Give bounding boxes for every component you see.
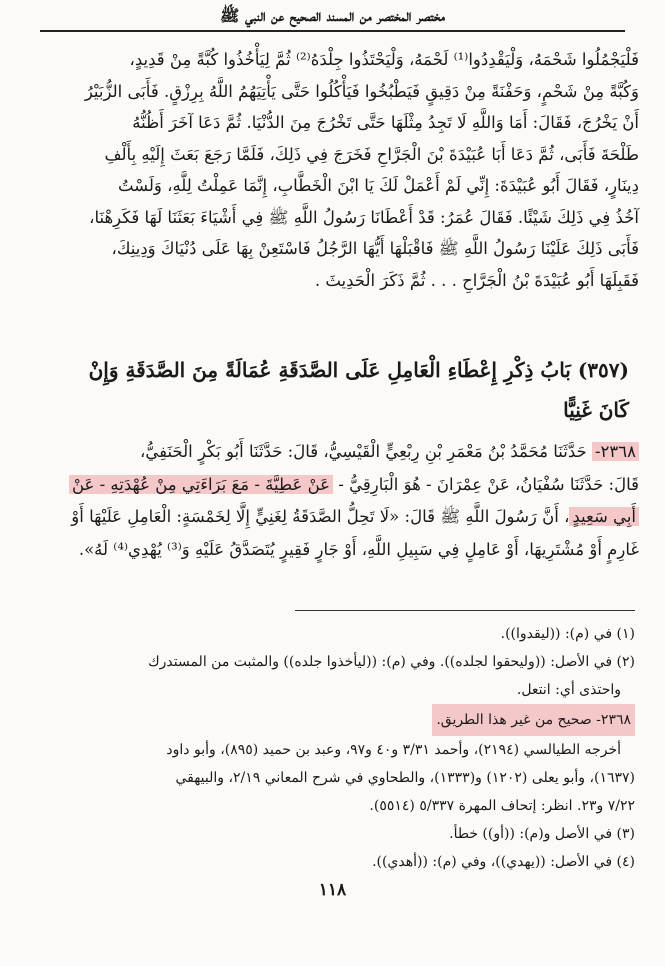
hadith-number: ٢٣٦٨- — [592, 442, 639, 461]
hadith-line-text: قَالَ: حَدَّثَنَا سُفْيَانُ، عَنْ عِمْرَانَ - هُوَ الْبَارِقِيُّ - — [333, 474, 639, 494]
text-line: دِينَارٍ، فَقَالَ أَبُو عُبَيْدَةَ: إِنِّي لَمْ أَعْمَلْ لَكَ يَا ابْنَ الْخَطَّابِ، إِنَّمَا عَمِلْتُ لِلَّهِ، وَلَسْتُ — [117, 176, 639, 195]
hadith-grade: ٢٣٦٨- صحيح من غير هذا الطريق. — [432, 704, 635, 736]
footnote: واحتذى أي: انتعل. — [516, 682, 621, 698]
footnote: ٧/٢٢ و٢٣. انظر: إتحاف المهرة ٥/٣٣٧ (٥٥١٤). — [369, 798, 635, 814]
footnote: (١) في (م): ((ليقدوا)). — [500, 626, 635, 642]
hadith-line — [26, 436, 639, 469]
text-line: أَنْ يَخْرُجَ، فَقَالَ: أَمَا وَاللَّهِ لَا تَجِدُ مِثْلَهَا حَتَّى تَخْرُجَ مِنَ الدُّنْيَا. ثُمَّ دَعَا آخَرَ أَظُنُّهُ — [132, 113, 639, 132]
text-line: آخُذُ فِي ذَلِكَ شَيْئًا. فَقَالَ عُمَرُ: قَدْ أَعْطَانَا رَسُولُ اللَّهِ ﷺ فِي أَشْيَاءَ بَعَثَنَا لَهَا فَكَرِهْنَا، — [89, 207, 639, 227]
highlighted-narrator: أَبِي سَعِيدٍ — [569, 507, 639, 526]
page-number: ١١٨ — [318, 880, 347, 900]
chapter-heading-line: (٣٥٧) بَابُ ذِكْرِ إِعْطَاءِ الْعَامِلِ عَلَى الصَّدَقَةِ عُمَالَةً مِنَ الصَّدَقَةِ وَإِنْ — [88, 358, 629, 382]
highlighted-narrator: عَنْ عَطِيَّةَ - مَعَ بَرَاءَتِي مِنْ عُهْدَتِهِ - عَنْ — [69, 475, 333, 494]
chapter-heading — [26, 350, 639, 430]
footnotes — [26, 620, 635, 876]
footnote-rule — [295, 610, 635, 611]
header-rule — [40, 30, 625, 32]
hadith-line-text: حَدَّثَنَا مُحَمَّدُ بْنُ مَعْمَرِ بْنِ رِبْعِيٍّ الْقَيْسِيُّ، قَالَ: حَدَّثَنَا أَبُو بَكْرٍ الْحَنَفِيُّ، — [140, 442, 592, 461]
hadith-line: غَارِمٍ أَوْ مُشْتَرِيهَا، أَوْ عَامِلٍ فِي سَبِيلِ اللَّهِ، أَوْ جَارٍ فَقِيرٍ يُتَصَدَّقُ عَلَيْهِ وَ⁽³⁾ يُهْدِي⁽⁴⁾ لَهُ». — [78, 539, 639, 559]
text-line: وَكُبَّةً مِنْ شَحْمٍ، وَحَفْنَةً مِنْ دَقِيقٍ فَيَطْبُخُوا فَيَأْكُلُوا حَتَّى يَأْتِيَهُمُ اللَّهُ بِرِزْقٍ. فَأَبَى الزُّبَيْرُ — [84, 81, 639, 101]
chapter-heading-line: كَانَ غَنِيًّا — [563, 398, 629, 422]
main-text — [26, 44, 639, 296]
footnote: (٣) في الأصل و(م): ((أو)) خطأ. — [449, 826, 635, 842]
hadith-text — [26, 436, 639, 566]
text-line: طَلْحَةَ فَأَبَى، ثُمَّ دَعَا أَبَا عُبَيْدَةَ بْنَ الْجَرَّاحِ فَخَرَجَ فِي ذَلِكَ، فَلَمَّا رَجَعَ بَعَثَ إِلَيْهِ بِأَلْفِ — [104, 144, 639, 164]
footnote: (١٦٣٧)، وأبو يعلى (١٢٠٢) و(١٣٣٣)، والطحاوي في شرح المعاني ٢/١٩، والبيهقي — [175, 770, 635, 786]
text-line: فَلْيَجْمُلُوا شَحْمَهُ، وَلْيَقْدِدُوا⁽¹⁾ لَحْمَهُ، وَلْيَحْتَذُوا جِلْدَهُ⁽²⁾ ثُمَّ لِيَأْخُذُوا كُبَّةً مِنْ قَدِيدٍ، — [129, 50, 639, 69]
running-header: مختصر المختصر من المسند الصحيح عن النبي ﷺ — [220, 6, 445, 25]
text-line: فَأَبَى ذَلِكَ عَلَيْنَا رَسُولُ اللَّهِ ﷺ فَاقْبَلْهَا أَيُّهَا الرَّجُلُ فَاسْتَعِنْ بِهَا عَلَى دُنْيَاكَ وَدِينِكَ، — [111, 239, 639, 258]
text-line: فَقَبِلَهَا أَبُو عُبَيْدَةَ بْنُ الْجَرَّاحِ . . . ثُمَّ ذَكَرَ الْحَدِيثَ . — [314, 270, 639, 290]
footnote-grade-row — [26, 704, 635, 736]
hadith-line — [26, 501, 639, 534]
footnote: (٤) في الأصل: ((يهدي))، وفي (م): ((أهدي)). — [372, 854, 635, 870]
hadith-line — [26, 469, 639, 502]
footnote: أخرجه الطيالسي (٢١٩٤)، وأحمد ٣/٣١ و٤٠ و٩٧، وعبد بن حميد (٨٩٥)، وأبو داود — [166, 742, 621, 758]
footnote: (٢) في الأصل: ((وليحقوا لجلده)). وفي (م): ((ليأخذوا جلده)) والمثبت من المستدرك — [148, 654, 635, 670]
hadith-line-text: ، أَنَّ رَسُولَ اللَّهِ ﷺ قَالَ: «لَا تَحِلُّ الصَّدَقَةُ لِغَنِيٍّ إِلَّا لِخَمْسَةٍ: الْعَامِلِ عَلَيْهَا أَوْ — [71, 507, 570, 526]
